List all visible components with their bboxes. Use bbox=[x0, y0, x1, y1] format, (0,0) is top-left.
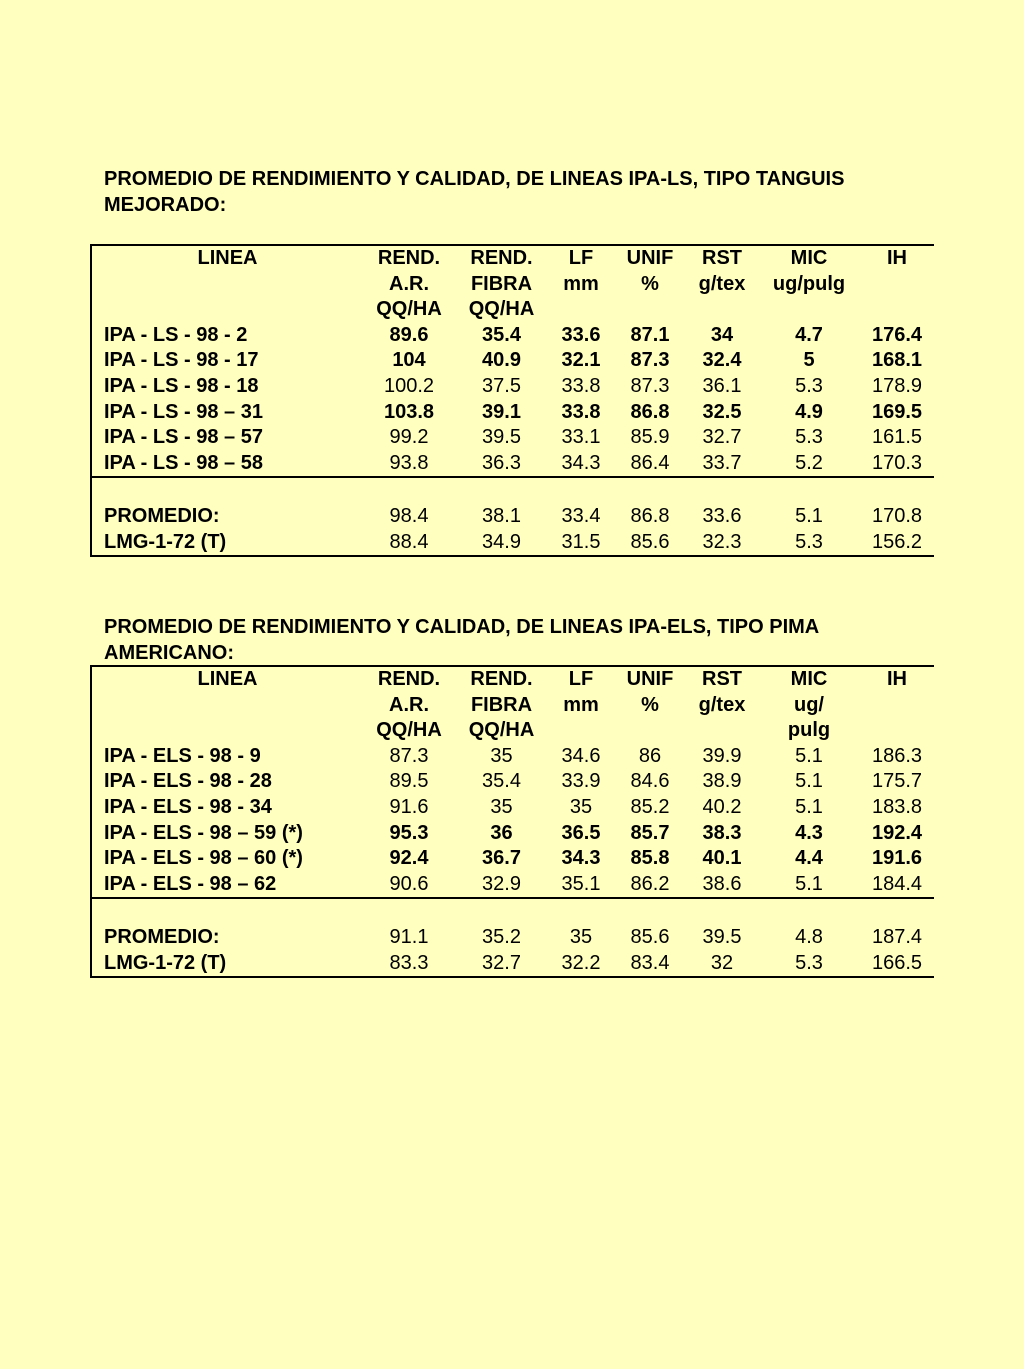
separator-cell bbox=[91, 477, 363, 504]
cell-value: 36 bbox=[490, 821, 513, 844]
cell-value: 38.9 bbox=[702, 770, 742, 793]
column-header: RST bbox=[686, 245, 758, 272]
cell-value: 37.5 bbox=[482, 374, 521, 397]
line-name: IPA - ELS - 98 – 60 (*) bbox=[104, 847, 303, 870]
cell-value: 98.4 bbox=[389, 504, 429, 527]
separator-cell bbox=[548, 477, 614, 504]
cell-value: 35.4 bbox=[482, 323, 521, 346]
line-name: IPA - ELS - 98 - 28 bbox=[104, 770, 272, 793]
cell-value: 32.7 bbox=[482, 951, 521, 974]
column-header bbox=[686, 718, 758, 744]
column-header bbox=[91, 693, 363, 719]
summary-name: LMG-1-72 (T) bbox=[104, 951, 227, 974]
cell-value: 85.8 bbox=[630, 847, 670, 870]
cell-value: 87.3 bbox=[389, 744, 429, 767]
line-name: IPA - LS - 98 – 57 bbox=[104, 426, 263, 449]
cell-value: 4.7 bbox=[795, 323, 823, 346]
cell-value: 170.8 bbox=[871, 504, 923, 527]
cell-value: 33.7 bbox=[702, 451, 742, 474]
cell-value: 87.1 bbox=[630, 323, 670, 346]
line-name: IPA - ELS - 98 - 9 bbox=[104, 744, 261, 767]
column-header: QQ/HA bbox=[468, 719, 535, 742]
cell-value: 32.3 bbox=[702, 530, 742, 553]
cell-value: 38.3 bbox=[702, 821, 742, 844]
cell-value: 36.1 bbox=[702, 374, 742, 397]
column-header: QQ/HA bbox=[376, 298, 442, 321]
cell-value: 156.2 bbox=[871, 530, 923, 553]
cell-value: 40.9 bbox=[482, 349, 521, 372]
column-header: ug/pulg bbox=[772, 272, 846, 295]
cell-value: 86 bbox=[638, 744, 662, 767]
table-row bbox=[91, 348, 934, 374]
table-row bbox=[91, 846, 934, 872]
column-header bbox=[91, 718, 363, 744]
column-header bbox=[614, 718, 686, 744]
cell-value: 99.2 bbox=[389, 426, 429, 449]
cell-value: 86.2 bbox=[630, 872, 670, 895]
cell-value: 103.8 bbox=[383, 400, 435, 423]
cell-value: 5.1 bbox=[795, 770, 823, 793]
cell-value: 33.8 bbox=[561, 374, 601, 397]
table-row bbox=[91, 323, 934, 349]
cell-value: 39.5 bbox=[482, 426, 521, 449]
table-row bbox=[91, 374, 934, 400]
column-header: % bbox=[641, 272, 659, 295]
summary-row bbox=[91, 925, 934, 951]
cell-value: 5.2 bbox=[795, 451, 823, 474]
header-row bbox=[91, 272, 934, 298]
column-header: IH bbox=[860, 245, 934, 272]
cell-value: 36.5 bbox=[561, 821, 601, 844]
column-header bbox=[686, 297, 758, 323]
separator-cell bbox=[455, 477, 548, 504]
separator-cell bbox=[686, 898, 758, 925]
column-header bbox=[758, 297, 860, 323]
cell-value: 92.4 bbox=[389, 847, 429, 870]
separator-cell bbox=[548, 898, 614, 925]
cell-value: 4.8 bbox=[795, 925, 823, 948]
cell-value: 5.1 bbox=[795, 744, 823, 767]
cell-value: 31.5 bbox=[561, 530, 601, 553]
cell-value: 33.6 bbox=[561, 323, 601, 346]
summary-name: LMG-1-72 (T) bbox=[104, 530, 227, 553]
separator-cell bbox=[758, 898, 860, 925]
column-header: REND. bbox=[363, 245, 455, 272]
column-header: LF bbox=[548, 666, 614, 693]
column-header: LINEA bbox=[91, 245, 363, 272]
cell-value: 39.1 bbox=[482, 400, 521, 423]
cell-value: 91.1 bbox=[389, 925, 429, 948]
header-row bbox=[91, 245, 934, 272]
cell-value: 91.6 bbox=[389, 795, 429, 818]
table-row bbox=[91, 400, 934, 426]
cell-value: 89.5 bbox=[389, 770, 429, 793]
cell-value: 191.6 bbox=[871, 847, 923, 870]
cell-value: 176.4 bbox=[871, 323, 923, 346]
column-header bbox=[614, 297, 686, 323]
table-row bbox=[91, 451, 934, 478]
cell-value: 5 bbox=[803, 349, 815, 372]
cell-value: 35 bbox=[569, 925, 593, 948]
column-header: QQ/HA bbox=[468, 298, 535, 321]
column-header: mm bbox=[563, 272, 599, 295]
separator-cell bbox=[363, 477, 455, 504]
cell-value: 33.6 bbox=[702, 504, 742, 527]
column-header: RST bbox=[686, 666, 758, 693]
cell-value: 32 bbox=[710, 951, 734, 974]
cell-value: 187.4 bbox=[871, 925, 923, 948]
column-header: UNIF bbox=[614, 245, 686, 272]
header-row bbox=[91, 666, 934, 693]
cell-value: 87.3 bbox=[630, 349, 670, 372]
column-header bbox=[860, 272, 934, 298]
cell-value: 100.2 bbox=[383, 374, 435, 397]
cell-value: 85.2 bbox=[630, 795, 670, 818]
column-header bbox=[91, 297, 363, 323]
cell-value: 178.9 bbox=[871, 374, 923, 397]
cell-value: 34.9 bbox=[482, 530, 521, 553]
table-row bbox=[91, 795, 934, 821]
cell-value: 83.3 bbox=[389, 951, 429, 974]
header-row bbox=[91, 297, 934, 323]
summary-row bbox=[91, 530, 934, 557]
line-name: IPA - LS - 98 - 18 bbox=[104, 374, 259, 397]
table-row bbox=[91, 872, 934, 899]
cell-value: 89.6 bbox=[389, 323, 429, 346]
column-header: REND. bbox=[363, 666, 455, 693]
cell-value: 35.2 bbox=[482, 925, 521, 948]
cell-value: 5.3 bbox=[795, 530, 823, 553]
cell-value: 192.4 bbox=[871, 821, 923, 844]
cell-value: 5.3 bbox=[795, 951, 823, 974]
column-header: g/tex bbox=[698, 693, 746, 716]
line-name: IPA - LS - 98 – 31 bbox=[104, 400, 263, 423]
cell-value: 88.4 bbox=[389, 530, 429, 553]
column-header: % bbox=[641, 693, 659, 716]
header-row bbox=[91, 718, 934, 744]
summary-row bbox=[91, 504, 934, 530]
separator-cell bbox=[758, 477, 860, 504]
column-header: FIBRA bbox=[470, 272, 533, 295]
column-header: LF bbox=[548, 245, 614, 272]
cell-value: 35 bbox=[490, 744, 513, 767]
column-header bbox=[91, 272, 363, 298]
column-header bbox=[860, 693, 934, 719]
cell-value: 34.3 bbox=[561, 451, 601, 474]
column-header: A.R. bbox=[389, 272, 429, 295]
column-header: FIBRA bbox=[470, 693, 533, 716]
cell-value: 34 bbox=[710, 323, 734, 346]
column-header bbox=[548, 718, 614, 744]
cell-value: 5.1 bbox=[795, 872, 823, 895]
cell-value: 33.8 bbox=[561, 400, 601, 423]
cell-value: 95.3 bbox=[389, 821, 429, 844]
cell-value: 85.6 bbox=[630, 925, 670, 948]
data-table bbox=[90, 244, 934, 557]
header-row bbox=[91, 693, 934, 719]
cell-value: 93.8 bbox=[389, 451, 429, 474]
cell-value: 5.1 bbox=[795, 795, 823, 818]
column-header: ug/ bbox=[794, 693, 824, 716]
column-header: IH bbox=[860, 666, 934, 693]
cell-value: 83.4 bbox=[630, 951, 670, 974]
line-name: IPA - LS - 98 - 2 bbox=[104, 323, 248, 346]
column-header: mm bbox=[563, 693, 599, 716]
column-header: MIC bbox=[758, 245, 860, 272]
cell-value: 32.4 bbox=[702, 349, 742, 372]
separator-cell bbox=[91, 898, 363, 925]
table-row bbox=[91, 821, 934, 847]
cell-value: 32.2 bbox=[561, 951, 601, 974]
line-name: IPA - LS - 98 – 58 bbox=[104, 451, 263, 474]
cell-value: 39.5 bbox=[702, 925, 742, 948]
separator-cell bbox=[363, 898, 455, 925]
column-header bbox=[548, 297, 614, 323]
column-header bbox=[860, 718, 934, 744]
cell-value: 85.7 bbox=[630, 821, 670, 844]
separator-row bbox=[91, 898, 934, 925]
column-header: REND. bbox=[455, 245, 548, 272]
cell-value: 186.3 bbox=[871, 744, 923, 767]
cell-value: 38.6 bbox=[702, 872, 742, 895]
separator-cell bbox=[614, 477, 686, 504]
cell-value: 5.3 bbox=[795, 374, 823, 397]
column-header: g/tex bbox=[698, 272, 746, 295]
cell-value: 34.6 bbox=[561, 744, 601, 767]
separator-row bbox=[91, 477, 934, 504]
cell-value: 36.3 bbox=[482, 451, 521, 474]
column-header bbox=[860, 297, 934, 323]
cell-value: 40.1 bbox=[702, 847, 742, 870]
cell-value: 33.1 bbox=[561, 426, 601, 449]
cell-value: 38.1 bbox=[482, 504, 521, 527]
cell-value: 35.4 bbox=[482, 770, 521, 793]
cell-value: 36.7 bbox=[482, 847, 521, 870]
line-name: IPA - ELS - 98 – 59 (*) bbox=[104, 821, 303, 844]
cell-value: 166.5 bbox=[871, 951, 923, 974]
column-header: UNIF bbox=[614, 666, 686, 693]
cell-value: 168.1 bbox=[871, 349, 923, 372]
column-header: pulg bbox=[787, 719, 831, 742]
cell-value: 39.9 bbox=[702, 744, 742, 767]
cell-value: 86.4 bbox=[630, 451, 670, 474]
separator-cell bbox=[686, 477, 758, 504]
line-name: IPA - LS - 98 - 17 bbox=[104, 349, 259, 372]
cell-value: 104 bbox=[392, 349, 426, 372]
cell-value: 32.1 bbox=[561, 349, 601, 372]
cell-value: 90.6 bbox=[389, 872, 429, 895]
cell-value: 32.5 bbox=[702, 400, 742, 423]
column-header: LINEA bbox=[91, 666, 363, 693]
cell-value: 32.9 bbox=[482, 872, 521, 895]
cell-value: 34.3 bbox=[561, 847, 601, 870]
cell-value: 4.9 bbox=[795, 400, 823, 423]
cell-value: 170.3 bbox=[871, 451, 923, 474]
summary-row bbox=[91, 951, 934, 978]
summary-name: PROMEDIO: bbox=[104, 925, 220, 948]
cell-value: 184.4 bbox=[871, 872, 923, 895]
cell-value: 87.3 bbox=[630, 374, 670, 397]
cell-value: 4.3 bbox=[795, 821, 823, 844]
column-header: MIC bbox=[758, 666, 860, 693]
cell-value: 4.4 bbox=[795, 847, 823, 870]
data-table bbox=[90, 665, 934, 978]
cell-value: 85.9 bbox=[630, 426, 670, 449]
column-header: REND. bbox=[455, 666, 548, 693]
table-row bbox=[91, 425, 934, 451]
cell-value: 35.1 bbox=[561, 872, 601, 895]
cell-value: 5.1 bbox=[795, 504, 823, 527]
cell-value: 32.7 bbox=[702, 426, 742, 449]
cell-value: 33.9 bbox=[561, 770, 601, 793]
separator-cell bbox=[860, 477, 934, 504]
separator-cell bbox=[614, 898, 686, 925]
separator-cell bbox=[455, 898, 548, 925]
column-header: A.R. bbox=[389, 693, 429, 716]
separator-cell bbox=[860, 898, 934, 925]
cell-value: 161.5 bbox=[871, 426, 923, 449]
section-title: PROMEDIO DE RENDIMIENTO Y CALIDAD, DE LINEAS IPA-ELS, TIPO PIMA AMERICANO: bbox=[104, 616, 819, 664]
cell-value: 169.5 bbox=[871, 400, 923, 423]
table-row bbox=[91, 769, 934, 795]
line-name: IPA - ELS - 98 - 34 bbox=[104, 795, 272, 818]
cell-value: 175.7 bbox=[871, 770, 923, 793]
summary-name: PROMEDIO: bbox=[104, 504, 220, 527]
cell-value: 84.6 bbox=[630, 770, 670, 793]
line-name: IPA - ELS - 98 – 62 bbox=[104, 872, 277, 895]
cell-value: 183.8 bbox=[871, 795, 923, 818]
cell-value: 40.2 bbox=[702, 795, 742, 818]
section-title: PROMEDIO DE RENDIMIENTO Y CALIDAD, DE LINEAS IPA-LS, TIPO TANGUIS MEJORADO: bbox=[104, 168, 845, 216]
cell-value: 5.3 bbox=[795, 426, 823, 449]
cell-value: 35 bbox=[569, 795, 593, 818]
cell-value: 33.4 bbox=[561, 504, 601, 527]
cell-value: 35 bbox=[490, 795, 513, 818]
cell-value: 85.6 bbox=[630, 530, 670, 553]
table-row bbox=[91, 744, 934, 770]
column-header: QQ/HA bbox=[376, 719, 442, 742]
cell-value: 86.8 bbox=[630, 504, 670, 527]
cell-value: 86.8 bbox=[630, 400, 670, 423]
